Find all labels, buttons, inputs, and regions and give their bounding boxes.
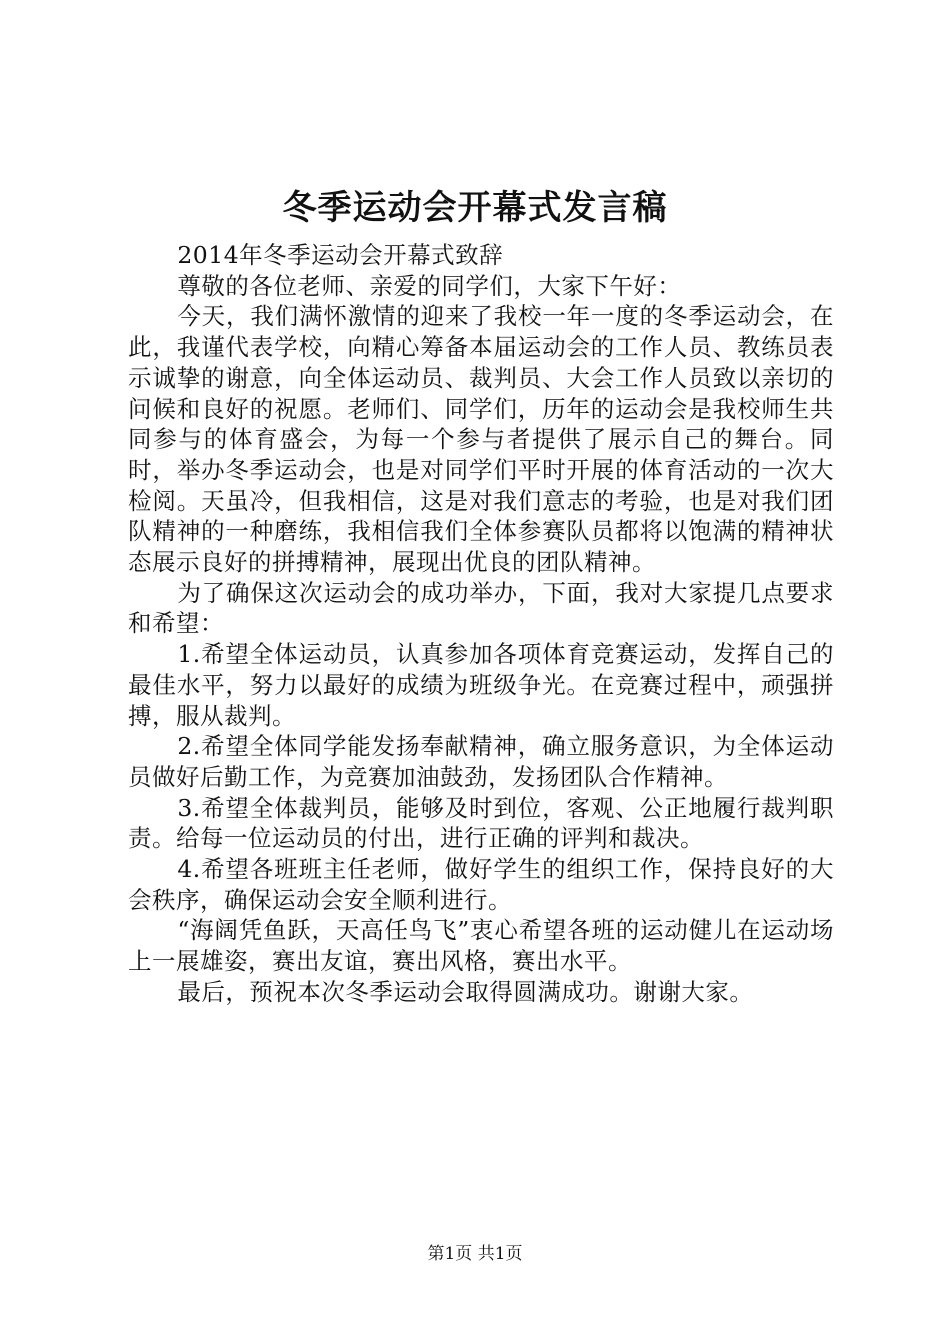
body-paragraph: 为了确保这次运动会的成功举办，下面，我对大家提几点要求和希望： (128, 578, 834, 638)
body-paragraph: “海阔凭鱼跃，天高任鸟飞”衷心希望各班的运动健儿在运动场上一展雄姿，赛出友谊，赛出风格，赛出水平。 (128, 916, 834, 976)
speech-heading: 2014年冬季运动会开幕式致辞 (177, 241, 504, 269)
list-paragraph-1: 1.希望全体运动员，认真参加各项体育竞赛运动，发挥自己的最佳水平，努力以最好的成绩为班级争光。在竞赛过程中，顽强拼搏，服从裁判。 (128, 640, 834, 730)
list-paragraph-3: 3.希望全体裁判员，能够及时到位，客观、公正地履行裁判职责。给每一位运动员的付出，进行正确的评判和裁决。 (128, 793, 834, 853)
list-paragraph-2: 2.希望全体同学能发扬奉献精神，确立服务意识，为全体运动员做好后勤工作，为竞赛加油鼓劲，发扬团队合作精神。 (128, 732, 834, 791)
page-number-footer: 第1页 共1页 (427, 1244, 523, 1264)
list-paragraph-4: 4.希望各班班主任老师，做好学生的组织工作，保持良好的大会秩序，确保运动会安全顺利进行。 (128, 855, 834, 914)
greeting-paragraph: 尊敬的各位老师、亲爱的同学们，大家下午好： (177, 271, 682, 300)
document-title: 冬季运动会开幕式发言稿 (282, 188, 668, 228)
document-body (128, 240, 834, 1008)
body-paragraph: 今天，我们满怀激情的迎来了我校一年一度的冬季运动会，在此，我谨代表学校，向精心筹备本届运动会的工作人员、教练员表示诚挚的谢意，向全体运动员、裁判员、大会工作人员致以亲切的问候和良好的祝愿。老师们、同学们，历年的运动会是我校师生共同参与的体育盛会，为每一个参与者提供了展示自己的舞台。同时，举办冬季运动会，也是对同学们平时开展的体育活动的一次大检阅。天虽冷，但我相信，这是对我们意志的考验，也是对我们团队精神的一种磨练，我相信我们全体参赛队员都将以饱满的精神状态展示良好的拼搏精神，展现出优良的团队精神。 (128, 302, 834, 577)
closing-paragraph: 最后，预祝本次冬季运动会取得圆满成功。谢谢大家。 (177, 977, 754, 1006)
